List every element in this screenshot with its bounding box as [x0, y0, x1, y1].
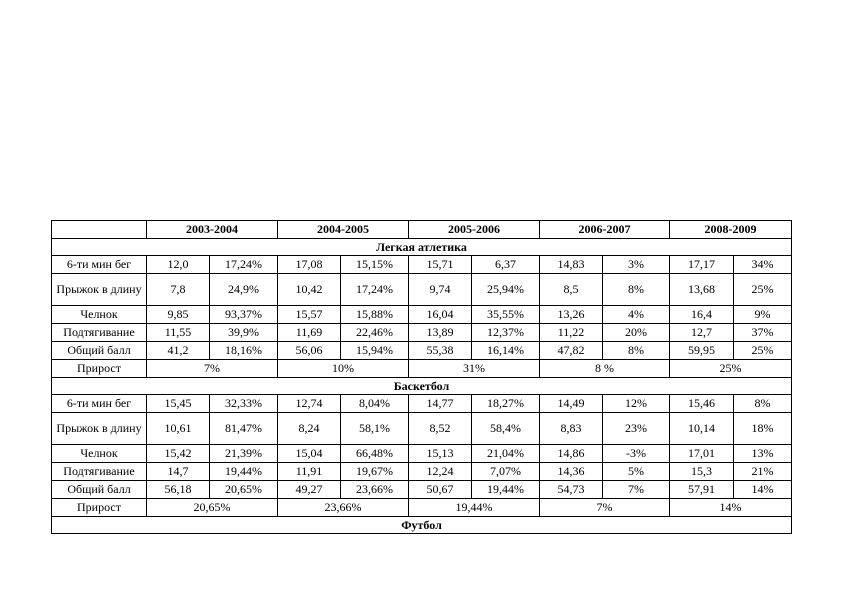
- table-cell: 14,49: [540, 395, 603, 413]
- table-cell: 9,85: [147, 306, 210, 324]
- table-cell: 18%: [734, 413, 792, 445]
- table-cell: 8,24: [278, 413, 341, 445]
- table-cell: 93,37%: [210, 306, 278, 324]
- table-row: [52, 256, 792, 274]
- table-cell: 12%: [603, 395, 670, 413]
- table-row: [52, 445, 792, 463]
- row-label: Челнок: [52, 445, 147, 463]
- table-cell: 17,08: [278, 256, 341, 274]
- table-cell: 8%: [603, 342, 670, 360]
- table-cell: 8%: [603, 274, 670, 306]
- table-cell: 17,24%: [341, 274, 409, 306]
- table-cell: 14,83: [540, 256, 603, 274]
- table-cell: 13,68: [670, 274, 734, 306]
- row-label: Подтягивание: [52, 324, 147, 342]
- row-label: 6-ти мин бег: [52, 395, 147, 413]
- table-cell: 9,74: [409, 274, 472, 306]
- table-cell: 6,37: [472, 256, 540, 274]
- results-table: [51, 220, 792, 534]
- row-label: Общий балл: [52, 481, 147, 499]
- table-cell: 49,27: [278, 481, 341, 499]
- table-cell: 12,37%: [472, 324, 540, 342]
- table-cell: 14,36: [540, 463, 603, 481]
- table-cell: 7,07%: [472, 463, 540, 481]
- table-cell: 21%: [734, 463, 792, 481]
- row-label: Челнок: [52, 306, 147, 324]
- table-cell: 8%: [734, 395, 792, 413]
- table-cell: 12,24: [409, 463, 472, 481]
- table-cell: 35,55%: [472, 306, 540, 324]
- table-cell: 55,38: [409, 342, 472, 360]
- table-cell: 11,91: [278, 463, 341, 481]
- section-row: [52, 517, 792, 534]
- growth-value: 10%: [278, 360, 409, 378]
- table-cell: 11,69: [278, 324, 341, 342]
- table-cell: 15,42: [147, 445, 210, 463]
- growth-value: 8 %: [540, 360, 670, 378]
- table-cell: 39,9%: [210, 324, 278, 342]
- table-cell: 15,46: [670, 395, 734, 413]
- table-cell: 19,44%: [210, 463, 278, 481]
- table-cell: 3%: [603, 256, 670, 274]
- table-cell: 56,06: [278, 342, 341, 360]
- table-cell: 19,67%: [341, 463, 409, 481]
- table-row: [52, 342, 792, 360]
- table-cell: 20,65%: [210, 481, 278, 499]
- table-cell: 25%: [734, 342, 792, 360]
- table-cell: 4%: [603, 306, 670, 324]
- growth-value: 25%: [670, 360, 792, 378]
- table-cell: 81,47%: [210, 413, 278, 445]
- growth-value: 7%: [147, 360, 278, 378]
- table-cell: 20%: [603, 324, 670, 342]
- table-cell: 59,95: [670, 342, 734, 360]
- section-row: [52, 378, 792, 395]
- table-cell: 37%: [734, 324, 792, 342]
- year-header: 2008-2009: [670, 221, 792, 239]
- year-header: 2003-2004: [147, 221, 278, 239]
- growth-label: Прирост: [52, 499, 147, 517]
- table-row: [52, 463, 792, 481]
- table-row: [52, 395, 792, 413]
- table-cell: 25,94%: [472, 274, 540, 306]
- table-cell: 13,26: [540, 306, 603, 324]
- row-label: Прыжок в длину: [52, 274, 147, 306]
- table-cell: 56,18: [147, 481, 210, 499]
- growth-row: [52, 499, 792, 517]
- table-cell: 14,86: [540, 445, 603, 463]
- section-title: Футбол: [52, 517, 792, 534]
- growth-label: Прирост: [52, 360, 147, 378]
- table-cell: 15,71: [409, 256, 472, 274]
- table-cell: 58,1%: [341, 413, 409, 445]
- table-cell: 15,57: [278, 306, 341, 324]
- table-cell: 9%: [734, 306, 792, 324]
- table-cell: 8,04%: [341, 395, 409, 413]
- table-cell: 13,89: [409, 324, 472, 342]
- table-cell: 41,2: [147, 342, 210, 360]
- table-cell: 12,74: [278, 395, 341, 413]
- table-cell: 14%: [734, 481, 792, 499]
- table-cell: 8,52: [409, 413, 472, 445]
- table-cell: 14,77: [409, 395, 472, 413]
- table-cell: 11,22: [540, 324, 603, 342]
- table-cell: 13%: [734, 445, 792, 463]
- table-cell: 10,14: [670, 413, 734, 445]
- growth-value: 7%: [540, 499, 670, 517]
- table-row: [52, 306, 792, 324]
- row-label: Общий балл: [52, 342, 147, 360]
- row-label: 6-ти мин бег: [52, 256, 147, 274]
- table-cell: 14,7: [147, 463, 210, 481]
- table-cell: 25%: [734, 274, 792, 306]
- table-cell: 66,48%: [341, 445, 409, 463]
- table-cell: 34%: [734, 256, 792, 274]
- table-cell: -3%: [603, 445, 670, 463]
- growth-value: 31%: [409, 360, 540, 378]
- table-cell: 8,5: [540, 274, 603, 306]
- table-cell: 15,04: [278, 445, 341, 463]
- table-cell: 5%: [603, 463, 670, 481]
- table-cell: 18,27%: [472, 395, 540, 413]
- table-cell: 16,4: [670, 306, 734, 324]
- table-cell: 17,01: [670, 445, 734, 463]
- year-header: 2005-2006: [409, 221, 540, 239]
- table-cell: 50,67: [409, 481, 472, 499]
- table-cell: 15,45: [147, 395, 210, 413]
- table-cell: 15,13: [409, 445, 472, 463]
- table-row: [52, 274, 792, 306]
- growth-value: 19,44%: [409, 499, 540, 517]
- growth-row: [52, 360, 792, 378]
- section-row: [52, 239, 792, 256]
- table-row: [52, 324, 792, 342]
- growth-value: 14%: [670, 499, 792, 517]
- table-cell: 15,88%: [341, 306, 409, 324]
- table-cell: 54,73: [540, 481, 603, 499]
- table-cell: 32,33%: [210, 395, 278, 413]
- table-cell: 7,8: [147, 274, 210, 306]
- year-header: 2004-2005: [278, 221, 409, 239]
- growth-value: 23,66%: [278, 499, 409, 517]
- table-cell: 47,82: [540, 342, 603, 360]
- table-cell: 10,42: [278, 274, 341, 306]
- table-cell: 21,04%: [472, 445, 540, 463]
- table-cell: 22,46%: [341, 324, 409, 342]
- table-cell: 16,04: [409, 306, 472, 324]
- table-row: [52, 413, 792, 445]
- table-cell: 16,14%: [472, 342, 540, 360]
- table-cell: 10,61: [147, 413, 210, 445]
- table-cell: 23%: [603, 413, 670, 445]
- table-cell: 15,94%: [341, 342, 409, 360]
- table-cell: 8,83: [540, 413, 603, 445]
- table-cell: 21,39%: [210, 445, 278, 463]
- table-cell: 12,0: [147, 256, 210, 274]
- table-cell: 18,16%: [210, 342, 278, 360]
- table-cell: 7%: [603, 481, 670, 499]
- section-title: Баскетбол: [52, 378, 792, 395]
- table-cell: 24,9%: [210, 274, 278, 306]
- table-cell: 58,4%: [472, 413, 540, 445]
- table-cell: 17,17: [670, 256, 734, 274]
- section-title: Легкая атлетика: [52, 239, 792, 256]
- table-cell: 19,44%: [472, 481, 540, 499]
- year-header: 2006-2007: [540, 221, 670, 239]
- table-cell: 17,24%: [210, 256, 278, 274]
- table-cell: 23,66%: [341, 481, 409, 499]
- header-row: [52, 221, 792, 239]
- table-cell: 15,15%: [341, 256, 409, 274]
- table-cell: 15,3: [670, 463, 734, 481]
- table-cell: 57,91: [670, 481, 734, 499]
- header-corner: [52, 221, 147, 239]
- table-row: [52, 481, 792, 499]
- row-label: Подтягивание: [52, 463, 147, 481]
- table-cell: 11,55: [147, 324, 210, 342]
- table-cell: 12,7: [670, 324, 734, 342]
- row-label: Прыжок в длину: [52, 413, 147, 445]
- growth-value: 20,65%: [147, 499, 278, 517]
